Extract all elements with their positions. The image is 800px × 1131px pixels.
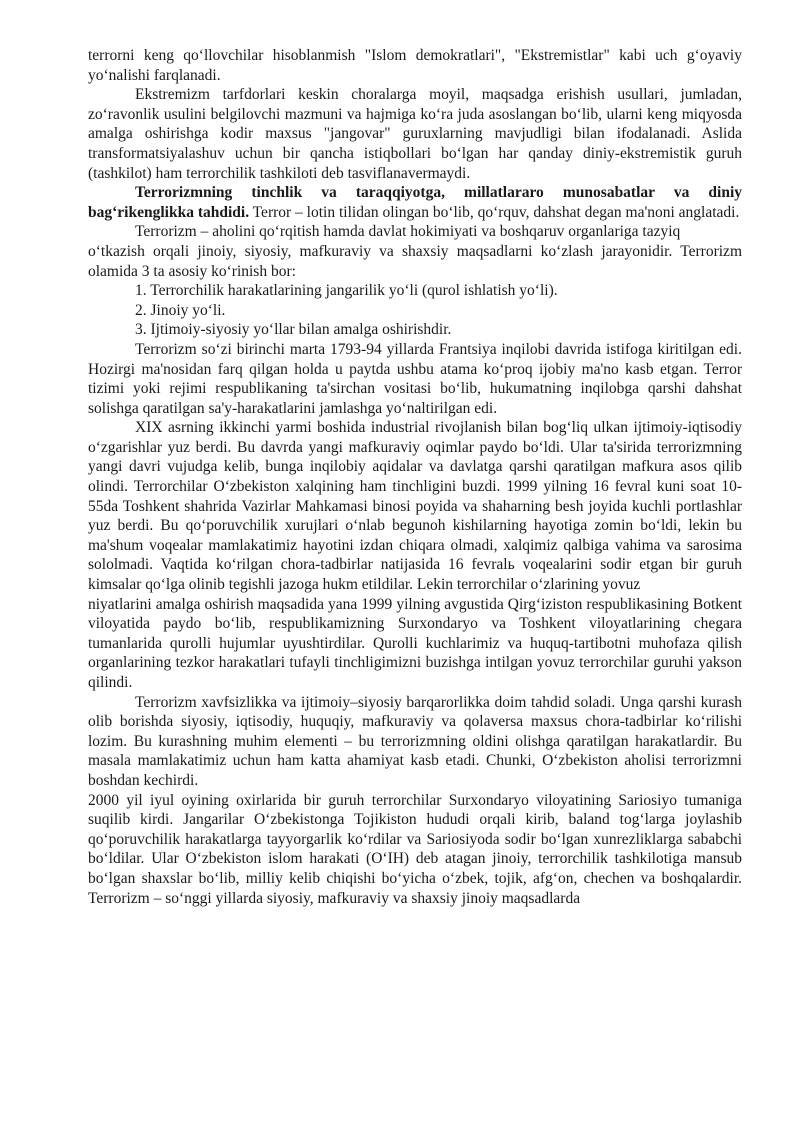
list-item-3: 3. Ijtimoiy-siyosiy yo‘llar bilan amalga oshirishdir. — [135, 321, 452, 339]
paragraph-6b: niyatlarini amalga oshirish maqsadida yana 1999 yilning avgustida Qirg‘iziston respublikasining Botkent viloyatida paydo bo‘lib, respublikamizning Surxondaryo va Toshkent viloyatlarining chegara tumanlarida qurolli hujumlar uyushtirdilar. Qurolli kuchlarimiz va huquq-tartibotni muhofaza qilish organlarining tezkor harakatlari tufayli tinchligimizni buzishga intilgan yovuz terrorchilar guruhi yakson qilindi. — [88, 595, 742, 691]
list-item-2: 2. Jinoiy yo‘li. — [135, 301, 226, 319]
paragraph-4a: Terrorizm – aholini qo‘rqitish hamda davlat hokimiyati va boshqaruv organlariga tazyiq — [135, 223, 681, 241]
paragraph-4b: o‘tkazish orqali jinoiy, siyosiy, mafkuraviy va shaxsiy maqsadlarni ko‘zlash jarayonidir. Terrorizm olamida 3 ta asosiy ko‘rinish bor: — [88, 242, 742, 280]
paragraph-1: terrorni keng qo‘llovchilar hisoblanmish "Islom demokratlari", "Ekstremistlar" kabi uch g‘oyaviy yo‘nalishi farqlanadi. — [88, 47, 742, 84]
paragraph-5: Terrorizm so‘zi birinchi marta 1793-94 yillarda Frantsiya inqilobi davrida istifoga kiritilgan edi. Hozirgi ma'nosidan farq qilgan holda u paytda ushbu atama ko‘proq ijobiy ma'no kasb etgan. Terror tizimi yoki rejimi respublikaning ta'sirchan vositasi bo‘lib, hukumatning inqilobga qarshi dahshat solishga qaratilgan sa'y-harakatlarini jamlashga yo‘naltirilgan edi. — [88, 340, 742, 417]
paragraph-7b: 2000 yil iyul oyining oxirlarida bir guruh terrorchilar Surxondaryo viloyatining Sariosiyo tumaniga suqilib kirdi. Jangarilar O‘zbekistonga Tojikiston hududi orqali kirib, baland tog‘larga joylashib qo‘poruvchilik harakatlarga tayyorgarlik ko‘rdilar va Sariosiyoda sodir bo‘lgan xunrezliklarga sababchi bo‘ldilar. Ular O‘zbekiston islom harakati (O‘IH) deb atagan jinoiy, terrorchilik tashkilotiga mansub bo‘lgan shaxslar bo‘lib, milliy kelib chiqishi bo‘yicha o‘zbek, tojik, afg‘on, chechen va boshqalardir. Terrorizm – so‘nggi yillarda siyosiy, mafkuraviy va shaxsiy jinoiy maqsadlarda — [88, 791, 742, 907]
paragraph-3 — [88, 183, 742, 222]
list-item-1: 1. Terrorchilik harakatlarining jangarilik yo‘li (qurol ishlatish yo‘li). — [135, 282, 558, 300]
paragraph-6a: XIX asrning ikkinchi yarmi boshida industrial rivojlanish bilan bog‘liq ulkan ijtimoiy-iqtisodiy o‘zgarishlar yuz berdi. Bu davrda yangi mafkuraviy oqimlar paydo bo‘ldi. Ular ta'sirida terrorizmning yangi davri vujudga kelib, bunga inqilobiy aqidalar va davlatga qarshi qaratilgan mafkura asos qilib olindi. Terrorchilar O‘zbekiston xalqining ham tinchligini buzdi. 1999 yilning 16 fevral kuni soat 10-55da Toshkent shahrida Vazirlar Mahkamasi binosi poyida va shaharning besh joyida kuchli portlashlar yuz berdi. Bu qo‘poruvchilik xurujlari o‘nlab begunoh kishilarning hayotiga zomin bo‘ldi, lekin bu ma'shum voqealar mamlakatimiz hayotini izdan chiqara olmadi, xalqimiz qalbiga vahima va sarosima sololmadi. Vaqtida ko‘rilgan chora-tadbirlar natijasida 16 fevralь voqealarini sodir etgan bir guruh kimsalar qo‘lga olinib tegishli jazoga hukm etildilar. Lekin terrorchilar o‘zlarining yovuz — [88, 419, 742, 594]
section-heading-continuation: Terror – lotin tilidan olingan bo‘lib, qo‘rquv, dahshat degan ma'noni anglatadi. — [249, 203, 740, 221]
paragraph-7a: Terrorizm xavfsizlikka va ijtimoiy–siyosiy barqarorlikka doim tahdid soladi. Unga qarshi kurash olib borishda siyosiy, iqtisodiy, huquqiy, mafkuraviy va qolaversa maxsus chora-tadbirlar ko‘rilishi lozim. Bu kurashning muhim elementi – bu terrorizmning oldini olishga qaratilgan harakatlardir. Bu masala mamlakatimiz uchun ham katta ahamiyat kasb etadi. Chunki, O‘zbekiston aholisi terrorizmni boshdan kechirdi. — [88, 693, 742, 789]
section-heading: Terrorizmning tinchlik va taraqqiyotga, millatlararo munosabatlar va diniy bag‘rikenglikka tahdidi. — [88, 184, 742, 221]
paragraph-2: Ekstremizm tarfdorlari keskin choralarga moyil, maqsadga erishish usullari, jumladan, zo‘ravonlik usulini belgilovchi mazmuni va hajmiga ko‘ra juda asoslangan bo‘lib, ularni keng miqyosda amalga oshirishga kodir maxsus "jangovar" guruxlarning mavjudligi bilan ifodalanadi. Aslida transformatsiyalashuv uchun bir qancha istiqbollari bo‘lgan har qanday diniy-ekstremistik guruh (tashkilot) ham terrorchilik tashkiloti deb tasviflanavermaydi. — [88, 86, 742, 182]
